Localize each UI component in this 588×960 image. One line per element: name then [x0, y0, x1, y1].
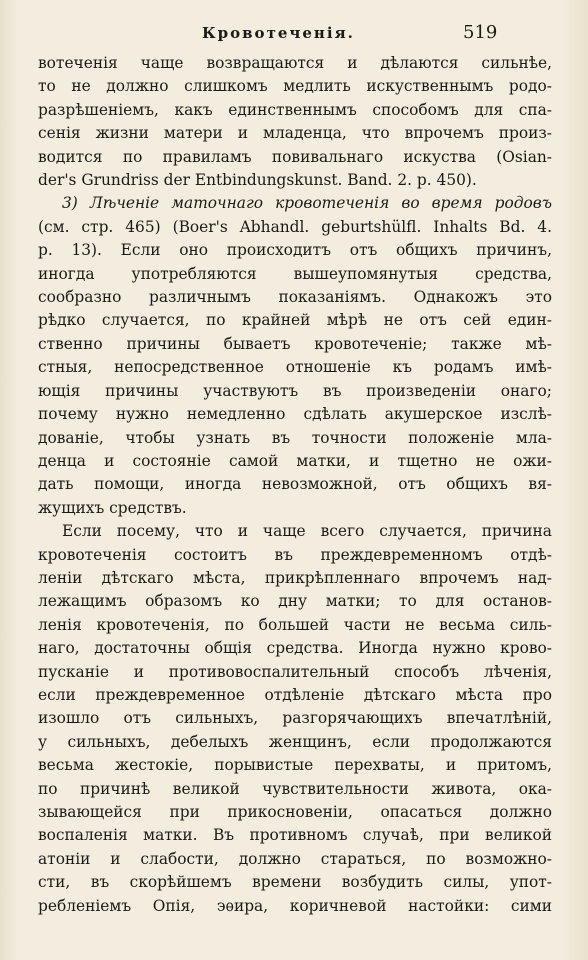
text-line: по причинѣ великой чувствительности живота, ока-	[38, 779, 552, 798]
page-header	[0, 22, 588, 46]
text-line: весьма жестокіе, порывистые перехваты, и притомъ,	[38, 756, 552, 775]
text-line: ственно причины бываетъ кровотеченіе; также мѣ-	[38, 334, 552, 353]
text-line: лежащимъ образомъ ко дну матки; то для останов-	[38, 592, 552, 611]
text-line: если преждевременное отдѣленіе дѣтскаго мѣста про	[38, 685, 552, 704]
text-line: (см. стр. 465) (Boer's Abhandl. geburtshülfl. Inhalts Bd. 4.	[38, 217, 552, 236]
paragraph-1	[38, 52, 552, 192]
text-line: дованіе, чтобы узнать въ точности положеніе мла-	[38, 428, 552, 447]
text-line: дать помощи, иногда невозможной, отъ общихъ вя-	[38, 475, 552, 494]
text-line: ребленіемъ Опія, эѳира, коричневой настойки: сими	[38, 896, 552, 915]
page-number: 519	[463, 22, 498, 43]
text-line: Если посему, что и чаще всего случается, причина	[62, 522, 552, 541]
text-line: зывающейся при прикосновеніи, опасаться должно	[38, 803, 552, 821]
body-text	[38, 52, 552, 918]
text-line: der's Grundriss der Entbindungskunst. Band. 2. p. 450).	[38, 171, 477, 190]
text-line: кровотеченія состоитъ въ преждевременномъ отдѣ-	[38, 545, 552, 564]
text-line: ющія причины участвуютъ въ произведеніи онаго;	[38, 381, 552, 400]
text-line: сенія жизни матери и младенца, что впрочемъ произ-	[38, 124, 552, 143]
text-line: сти, въ скорѣйшемъ времени возбудить силы, упот-	[38, 873, 552, 892]
text-line: разрѣшеніемъ, какъ единственнымъ способомъ для спа-	[38, 100, 552, 119]
text-line: рѣдко случается, по крайней мѣрѣ не отъ сей един-	[38, 311, 552, 330]
text-line: почему нужно немедленно сдѣлать акушерское изслѣ-	[38, 405, 552, 424]
text-line: то не должно слишкомъ медлить искуственнымъ родо-	[38, 77, 552, 96]
paragraph-2	[38, 192, 552, 520]
text-line: наго, достаточны общія средства. Иногда нужно крово-	[38, 639, 552, 658]
text-line: воспаленія матки. Въ противномъ случаѣ, при великой	[38, 826, 552, 845]
text-line: стныя, непосредственное отношеніе къ родамъ имѣ-	[38, 358, 552, 377]
text-line: пусканіе и противовоспалительный способъ лѣченія,	[38, 662, 552, 681]
text-line: иногда употребляются вышеупомянутыя средства,	[38, 264, 552, 283]
text-line: ленія кровотеченія, по большей части не весьма силь-	[38, 615, 552, 634]
text-line: жущихъ средствъ.	[38, 498, 187, 517]
text-line: атоніи и слабости, должно стараться, по возможно-	[38, 849, 552, 868]
text-line: сообразно различнымъ показаніямъ. Однакожъ это	[38, 288, 552, 307]
paragraph-3	[38, 520, 552, 918]
text-line: p. 13). Если оно происходитъ отъ общихъ причинъ,	[38, 241, 552, 260]
text-line: вотеченія чаще возвращаются и дѣлаются сильнѣе,	[38, 54, 552, 72]
text-line: леніи дѣтскаго мѣста, прикрѣпленнаго впрочемъ над-	[38, 568, 552, 587]
text-line: у сильныхъ, дебелыхъ женщинъ, если продолжаются	[38, 732, 552, 751]
text-line: изошло отъ сильныхъ, разгорячающихъ впечатлѣній,	[38, 709, 552, 728]
section-heading-line: 3) Лѣченіе маточнаго кровотеченія во время родовъ	[62, 194, 552, 213]
text-line: водится по правиламъ повивальнаго искуства (Osian-	[38, 147, 552, 166]
running-head: Кровотеченія.	[202, 24, 355, 42]
text-line: денца и состояніе самой матки, и тщетно не ожи-	[38, 451, 552, 470]
